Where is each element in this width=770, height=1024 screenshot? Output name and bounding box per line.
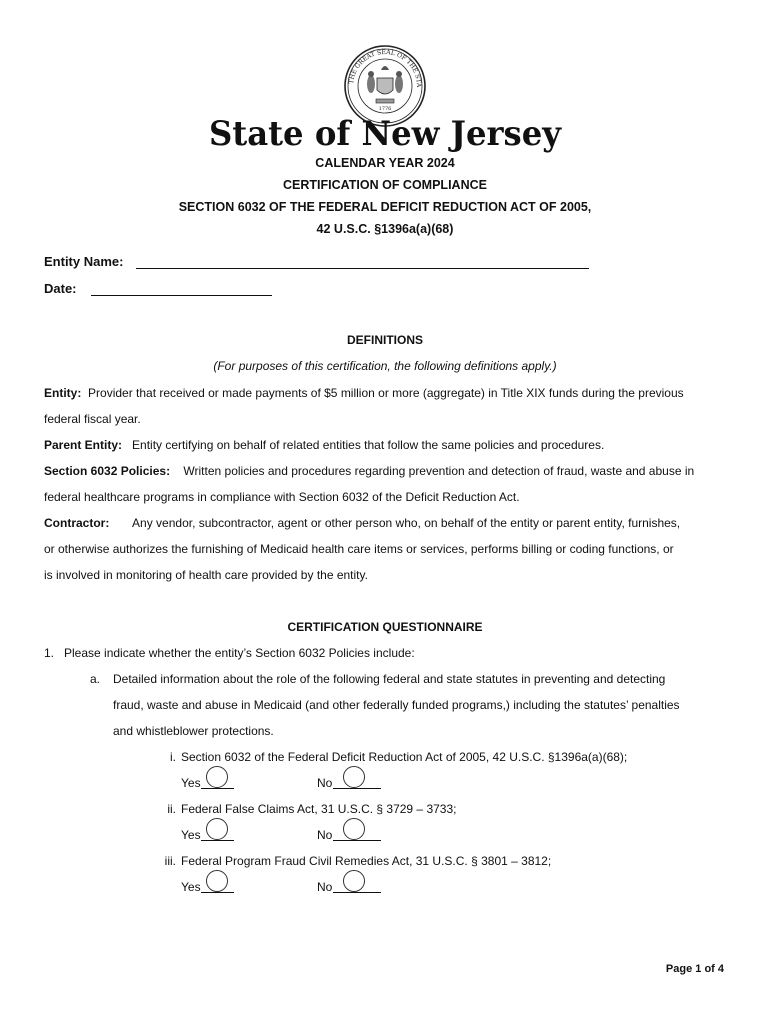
item-ii-yes-circle[interactable] bbox=[206, 818, 228, 840]
definition-parent-text: Entity certifying on behalf of related entities that follow the same policies and procedures. bbox=[132, 438, 605, 452]
entity-name-label: Entity Name: bbox=[44, 254, 124, 269]
definition-contractor bbox=[44, 510, 729, 588]
item-a-marker: a. bbox=[90, 672, 101, 686]
state-title: State of New Jersey bbox=[208, 114, 562, 154]
item-i-no-label: No bbox=[317, 776, 333, 790]
item-iii-yes-circle[interactable] bbox=[206, 870, 228, 892]
item-iii-marker: iii. bbox=[164, 854, 176, 868]
item-a-line-3: and whistleblower protections. bbox=[113, 724, 274, 738]
definitions-intro: (For purposes of this certification, the following definitions apply.) bbox=[213, 359, 557, 373]
item-ii-no-label: No bbox=[317, 828, 333, 842]
item-i-yes-label: Yes bbox=[181, 776, 201, 790]
section-heading: SECTION 6032 OF THE FEDERAL DEFICIT REDUCTION ACT OF 2005, bbox=[178, 200, 592, 214]
item-iii-no-label: No bbox=[317, 880, 333, 894]
item-iii-no-circle[interactable] bbox=[343, 870, 365, 892]
definition-policies-text-cont: federal healthcare programs in compliance with Section 6032 of the Deficit Reduction Act. bbox=[44, 490, 520, 504]
date-field[interactable] bbox=[91, 281, 272, 296]
definition-policies-label: Section 6032 Policies: bbox=[44, 464, 171, 478]
item-a-line-1: Detailed information about the role of the following federal and state statutes in preventing and detecting bbox=[113, 672, 666, 686]
definition-entity-text-cont: federal fiscal year. bbox=[44, 412, 141, 426]
item-ii-marker: ii. bbox=[167, 802, 176, 816]
definition-entity bbox=[44, 380, 729, 432]
item-a-line-2: fraud, waste and abuse in Medicaid (and other federally funded programs,) including the statutes’ penalties bbox=[113, 698, 680, 712]
definition-entity-label: Entity: bbox=[44, 386, 82, 400]
item-i-yes-circle[interactable] bbox=[206, 766, 228, 788]
item-i-text: Section 6032 of the Federal Deficit Reduction Act of 2005, 42 U.S.C. §1396a(a)(68); bbox=[181, 750, 628, 764]
item-iii-text: Federal Program Fraud Civil Remedies Act, 31 U.S.C. § 3801 – 3812; bbox=[181, 854, 552, 868]
calendar-year-heading: CALENDAR YEAR 2024 bbox=[315, 156, 455, 170]
seal-year: 1776 bbox=[378, 106, 392, 112]
definition-contractor-text: Any vendor, subcontractor, agent or other person who, on behalf of the entity or parent entity, furnishes, bbox=[132, 516, 681, 530]
definition-contractor-label: Contractor: bbox=[44, 516, 110, 530]
definition-parent-label: Parent Entity: bbox=[44, 438, 123, 452]
item-ii-no-circle[interactable] bbox=[343, 818, 365, 840]
usc-heading: 42 U.S.C. §1396a(a)(68) bbox=[316, 222, 454, 236]
definitions-heading: DEFINITIONS bbox=[346, 333, 423, 347]
item-i-marker: i. bbox=[170, 750, 176, 764]
item-ii-text: Federal False Claims Act, 31 U.S.C. § 3729 – 3733; bbox=[181, 802, 457, 816]
definition-contractor-text-cont2: is involved in monitoring of health care provided by the entity. bbox=[44, 568, 368, 582]
definition-policies-text: Written policies and procedures regarding prevention and detection of fraud, waste and abuse in bbox=[183, 464, 695, 478]
item-ii-yes-label: Yes bbox=[181, 828, 201, 842]
question-1: 1. Please indicate whether the entity’s Section 6032 Policies include: bbox=[44, 646, 415, 660]
item-iii-yes-label: Yes bbox=[181, 880, 201, 894]
definition-parent-entity bbox=[44, 432, 729, 458]
certification-heading: CERTIFICATION OF COMPLIANCE bbox=[283, 178, 487, 192]
definition-contractor-text-cont: or otherwise authorizes the furnishing of Medicaid health care items or services, performs billing or coding functions, or bbox=[44, 542, 674, 556]
entity-name-field[interactable] bbox=[136, 254, 589, 269]
item-a-text bbox=[113, 666, 733, 744]
definition-section-6032-policies bbox=[44, 458, 729, 510]
page-number: Page 1 of 4 bbox=[665, 963, 724, 975]
seal-ring-text: THE GREAT SEAL OF THE STA bbox=[348, 48, 423, 88]
definition-entity-text: Provider that received or made payments of $5 million or more (aggregate) in Title XIX funds during the previous bbox=[88, 386, 684, 400]
date-label: Date: bbox=[44, 281, 77, 296]
item-i-no-circle[interactable] bbox=[343, 766, 365, 788]
questionnaire-heading: CERTIFICATION QUESTIONNAIRE bbox=[287, 620, 483, 634]
